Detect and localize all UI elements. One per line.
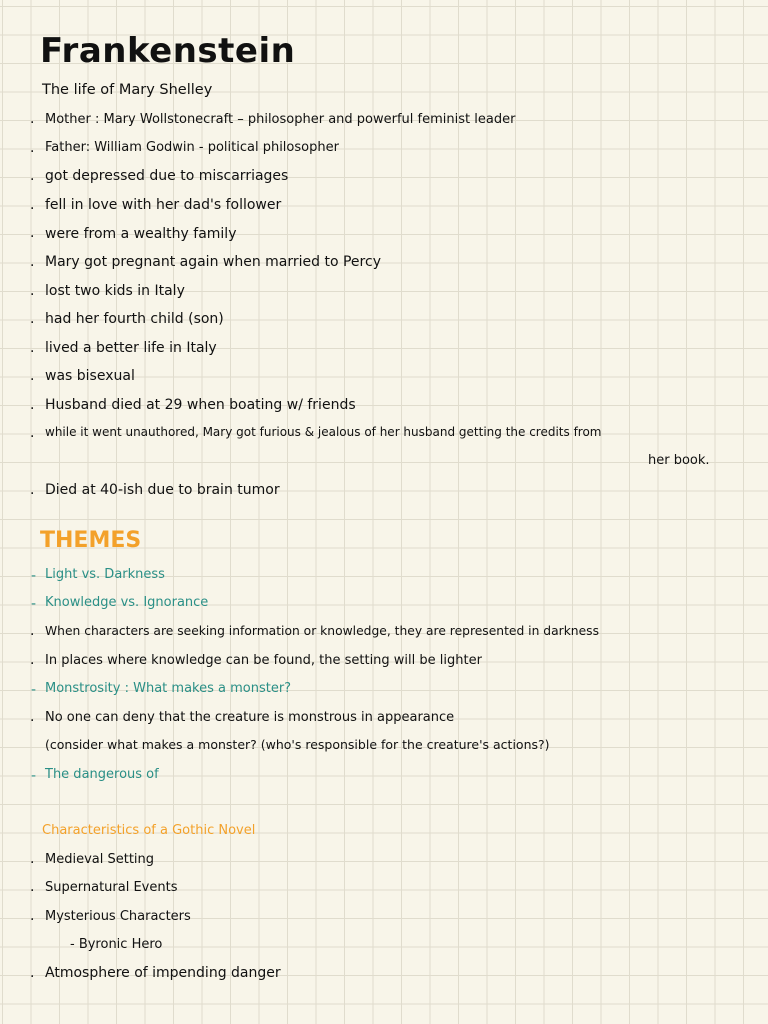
dash-marker: - [31,682,37,698]
theme-item: Light vs. Darkness [45,567,165,582]
theme-item: When characters are seeking information or knowledge, they are represented in darkness [45,624,599,638]
bullet-marker: · [30,258,35,274]
bullet-marker: · [30,883,35,899]
bullet-marker: · [30,713,35,729]
bullet-marker: · [30,656,35,672]
bullet-marker: · [30,201,35,217]
theme-item: Knowledge vs. Ignorance [45,595,209,610]
gothic-subitem: - Byronic Hero [70,937,163,952]
gothic-item: Mysterious Characters [45,909,191,924]
themes-heading: THEMES [40,528,142,553]
bullet-marker: · [30,144,35,160]
theme-item: No one can deny that the creature is monstrous in appearance [45,710,455,725]
page-title: Frankenstein [40,31,296,71]
bullet-marker: · [30,486,35,502]
dash-marker: - [31,768,37,784]
bullet-marker: · [30,172,35,188]
bullet-marker: · [30,969,35,985]
gothic-item: Atmosphere of impending danger [45,965,281,981]
bullet-marker: · [30,287,35,303]
bullet-marker: · [30,401,35,417]
life-note: while it went unauthored, Mary got furious & jealous of her husband getting the credits from [45,425,602,439]
life-note: had her fourth child (son) [45,311,224,327]
gothic-item: Medieval Setting [45,852,155,867]
bullet-marker: · [30,115,35,131]
life-note: lost two kids in Italy [45,283,185,299]
theme-item: (consider what makes a monster? (who's responsible for the creature's actions?) [45,737,550,752]
theme-item: Monstrosity : What makes a monster? [45,681,292,696]
life-note: Father: William Godwin - political philosopher [45,140,339,155]
life-note: Mary got pregnant again when married to Percy [45,254,381,270]
theme-item: In places where knowledge can be found, the setting will be lighter [45,653,482,668]
theme-item: The dangerous of [45,767,159,782]
life-note-continuation: her book. [648,453,710,468]
dash-marker: - [31,568,37,584]
bullet-marker: · [30,229,35,245]
bullet-marker: · [30,627,35,643]
life-note: Died at 40-ish due to brain tumor [45,482,280,498]
life-note: lived a better life in Italy [45,340,217,356]
gothic-item: Supernatural Events [45,880,178,895]
bullet-marker: · [30,429,35,445]
bullet-marker: · [30,855,35,871]
life-note: Husband died at 29 when boating w/ friends [45,397,356,413]
gothic-heading: Characteristics of a Gothic Novel [42,823,256,838]
page-subtitle: The life of Mary Shelley [42,82,213,98]
bullet-marker: · [30,372,35,388]
life-note: Mother : Mary Wollstonecraft – philosopher and powerful feminist leader [45,112,516,127]
life-note: were from a wealthy family [45,226,237,242]
life-note: got depressed due to miscarriages [45,168,289,184]
bullet-marker: · [30,315,35,331]
dash-marker: - [31,596,37,612]
life-note: was bisexual [45,368,135,384]
bullet-marker: · [30,912,35,928]
bullet-marker: · [30,344,35,360]
life-note: fell in love with her dad's follower [45,197,282,213]
